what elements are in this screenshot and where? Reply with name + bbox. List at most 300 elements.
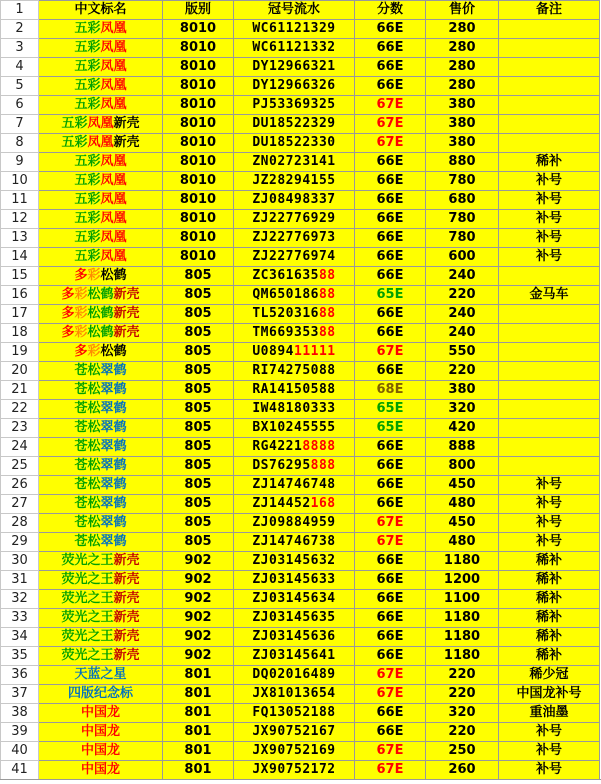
name-segment: 新壳 <box>113 325 140 340</box>
name-cell[interactable] <box>39 400 163 419</box>
name-cell[interactable] <box>39 742 163 761</box>
row-number[interactable]: 20 <box>1 362 39 381</box>
grade-cell[interactable] <box>355 590 426 609</box>
grade-cell[interactable] <box>355 172 426 191</box>
note-cell[interactable] <box>499 343 600 362</box>
grade-cell[interactable] <box>355 267 426 286</box>
edition-cell[interactable]: 8010 <box>163 191 234 210</box>
note-cell[interactable] <box>499 400 600 419</box>
price-cell[interactable]: 1200 <box>426 571 499 590</box>
name-cell[interactable] <box>39 96 163 115</box>
edition-cell[interactable]: 8010 <box>163 77 234 96</box>
grade-cell[interactable] <box>355 153 426 172</box>
price-cell[interactable]: 240 <box>426 305 499 324</box>
name-cell[interactable] <box>39 172 163 191</box>
edition-cell[interactable]: 902 <box>163 590 234 609</box>
serial-cell[interactable] <box>234 400 355 419</box>
name-cell[interactable] <box>39 77 163 96</box>
row-number[interactable]: 17 <box>1 305 39 324</box>
header-name[interactable]: 中文标名 <box>39 1 163 20</box>
row-number[interactable]: 28 <box>1 514 39 533</box>
price-cell[interactable]: 480 <box>426 495 499 514</box>
grade-value: 66E <box>376 572 404 587</box>
row-number[interactable]: 25 <box>1 457 39 476</box>
name-cell[interactable] <box>39 533 163 552</box>
note-cell[interactable]: 补号 <box>499 191 600 210</box>
grade-value: 66E <box>376 439 404 454</box>
grade-cell[interactable] <box>355 115 426 134</box>
name-cell[interactable] <box>39 609 163 628</box>
grade-cell[interactable] <box>355 248 426 267</box>
row-number[interactable]: 16 <box>1 286 39 305</box>
note-cell[interactable] <box>499 381 600 400</box>
row-number[interactable]: 6 <box>1 96 39 115</box>
serial-cell[interactable] <box>234 704 355 723</box>
edition-cell[interactable]: 805 <box>163 286 234 305</box>
row-number[interactable]: 33 <box>1 609 39 628</box>
note-cell[interactable]: 补号 <box>499 495 600 514</box>
price-cell[interactable]: 1180 <box>426 609 499 628</box>
price-cell[interactable]: 280 <box>426 77 499 96</box>
grade-cell[interactable] <box>355 628 426 647</box>
row-number[interactable]: 34 <box>1 628 39 647</box>
price-cell[interactable]: 380 <box>426 134 499 153</box>
serial-cell[interactable] <box>234 39 355 58</box>
edition-cell[interactable]: 805 <box>163 495 234 514</box>
grade-cell[interactable] <box>355 571 426 590</box>
name-cell[interactable] <box>39 229 163 248</box>
edition-cell[interactable]: 801 <box>163 666 234 685</box>
serial-cell[interactable] <box>234 476 355 495</box>
serial-cell[interactable] <box>234 286 355 305</box>
name-cell[interactable] <box>39 419 163 438</box>
row-number[interactable]: 38 <box>1 704 39 723</box>
name-cell[interactable] <box>39 590 163 609</box>
serial-cell[interactable] <box>234 457 355 476</box>
name-cell[interactable] <box>39 704 163 723</box>
edition-cell[interactable]: 805 <box>163 343 234 362</box>
header-price[interactable]: 售价 <box>426 1 499 20</box>
grade-cell[interactable] <box>355 229 426 248</box>
price-cell[interactable]: 1180 <box>426 647 499 666</box>
name-cell[interactable] <box>39 20 163 39</box>
grade-cell[interactable] <box>355 495 426 514</box>
name-cell[interactable] <box>39 134 163 153</box>
serial-cell[interactable] <box>234 115 355 134</box>
note-cell[interactable]: 稀补 <box>499 552 600 571</box>
edition-cell[interactable]: 805 <box>163 305 234 324</box>
price-cell[interactable]: 1100 <box>426 590 499 609</box>
serial-cell[interactable] <box>234 77 355 96</box>
edition-cell[interactable]: 805 <box>163 267 234 286</box>
edition-cell[interactable]: 805 <box>163 457 234 476</box>
row-number[interactable]: 37 <box>1 685 39 704</box>
note-cell[interactable] <box>499 438 600 457</box>
price-cell[interactable]: 280 <box>426 58 499 77</box>
note-cell[interactable]: 金马车 <box>499 286 600 305</box>
edition-cell[interactable]: 8010 <box>163 39 234 58</box>
edition-cell[interactable]: 8010 <box>163 134 234 153</box>
row-number[interactable]: 18 <box>1 324 39 343</box>
price-cell[interactable]: 780 <box>426 172 499 191</box>
edition-cell[interactable]: 805 <box>163 362 234 381</box>
row-number[interactable]: 9 <box>1 153 39 172</box>
grade-cell[interactable] <box>355 362 426 381</box>
serial-cell[interactable] <box>234 571 355 590</box>
serial-cell[interactable] <box>234 723 355 742</box>
header-note[interactable]: 备注 <box>499 1 600 20</box>
price-cell[interactable]: 1180 <box>426 628 499 647</box>
grade-cell[interactable] <box>355 20 426 39</box>
serial-cell[interactable] <box>234 343 355 362</box>
edition-cell[interactable]: 8010 <box>163 20 234 39</box>
grade-value: 65E <box>376 287 404 302</box>
name-cell[interactable] <box>39 552 163 571</box>
name-cell[interactable] <box>39 153 163 172</box>
name-cell[interactable] <box>39 514 163 533</box>
edition-cell[interactable]: 902 <box>163 571 234 590</box>
price-cell[interactable]: 380 <box>426 381 499 400</box>
edition-cell[interactable]: 8010 <box>163 58 234 77</box>
serial-cell[interactable] <box>234 628 355 647</box>
serial-cell[interactable] <box>234 609 355 628</box>
row-number[interactable]: 41 <box>1 761 39 780</box>
note-cell[interactable]: 补号 <box>499 723 600 742</box>
price-cell[interactable]: 420 <box>426 419 499 438</box>
row-number[interactable]: 23 <box>1 419 39 438</box>
serial-cell[interactable] <box>234 761 355 780</box>
price-cell[interactable]: 550 <box>426 343 499 362</box>
row-number[interactable]: 22 <box>1 400 39 419</box>
serial-cell[interactable] <box>234 514 355 533</box>
name-cell[interactable] <box>39 39 163 58</box>
price-cell[interactable]: 280 <box>426 20 499 39</box>
note-cell[interactable]: 稀补 <box>499 571 600 590</box>
row-number[interactable]: 21 <box>1 381 39 400</box>
name-cell[interactable] <box>39 761 163 780</box>
edition-cell[interactable]: 8010 <box>163 229 234 248</box>
price-cell[interactable]: 380 <box>426 115 499 134</box>
serial-cell[interactable] <box>234 419 355 438</box>
note-cell[interactable] <box>499 457 600 476</box>
note-cell[interactable]: 补号 <box>499 761 600 780</box>
note-cell[interactable]: 补号 <box>499 210 600 229</box>
price-cell[interactable]: 880 <box>426 153 499 172</box>
serial-cell[interactable] <box>234 267 355 286</box>
note-cell[interactable] <box>499 20 600 39</box>
row-number[interactable]: 35 <box>1 647 39 666</box>
row-number[interactable]: 14 <box>1 248 39 267</box>
serial-cell[interactable] <box>234 666 355 685</box>
header-serial[interactable]: 冠号流水 <box>234 1 355 20</box>
grade-cell[interactable] <box>355 58 426 77</box>
grade-cell[interactable] <box>355 533 426 552</box>
serial-cell[interactable] <box>234 438 355 457</box>
grade-cell[interactable] <box>355 134 426 153</box>
grade-cell[interactable] <box>355 704 426 723</box>
name-cell[interactable] <box>39 286 163 305</box>
price-cell[interactable]: 320 <box>426 704 499 723</box>
grade-cell[interactable] <box>355 723 426 742</box>
edition-cell[interactable]: 902 <box>163 628 234 647</box>
serial-cell[interactable] <box>234 20 355 39</box>
name-cell[interactable] <box>39 343 163 362</box>
edition-cell[interactable]: 902 <box>163 552 234 571</box>
note-cell[interactable] <box>499 324 600 343</box>
grade-cell[interactable] <box>355 77 426 96</box>
serial-cell[interactable] <box>234 305 355 324</box>
grade-cell[interactable] <box>355 381 426 400</box>
price-cell[interactable]: 240 <box>426 267 499 286</box>
serial-cell[interactable] <box>234 58 355 77</box>
grade-cell[interactable] <box>355 685 426 704</box>
header-edition[interactable]: 版别 <box>163 1 234 20</box>
note-cell[interactable]: 中国龙补号 <box>499 685 600 704</box>
price-cell[interactable]: 320 <box>426 400 499 419</box>
edition-cell[interactable]: 801 <box>163 761 234 780</box>
name-cell[interactable] <box>39 628 163 647</box>
serial-cell[interactable] <box>234 381 355 400</box>
name-cell[interactable] <box>39 476 163 495</box>
name-cell[interactable] <box>39 666 163 685</box>
table-row <box>1 191 600 210</box>
edition-cell[interactable]: 805 <box>163 476 234 495</box>
note-cell[interactable]: 补号 <box>499 533 600 552</box>
name-cell[interactable] <box>39 457 163 476</box>
name-cell[interactable] <box>39 267 163 286</box>
row-number[interactable]: 10 <box>1 172 39 191</box>
grade-cell[interactable] <box>355 438 426 457</box>
price-cell[interactable]: 1180 <box>426 552 499 571</box>
grade-cell[interactable] <box>355 305 426 324</box>
grade-value: 67E <box>376 97 404 112</box>
name-cell[interactable] <box>39 115 163 134</box>
edition-cell[interactable]: 8010 <box>163 153 234 172</box>
serial-cell[interactable] <box>234 533 355 552</box>
row-number[interactable]: 12 <box>1 210 39 229</box>
grade-cell[interactable] <box>355 514 426 533</box>
edition-cell[interactable]: 805 <box>163 533 234 552</box>
row-number[interactable]: 39 <box>1 723 39 742</box>
note-cell[interactable]: 补号 <box>499 172 600 191</box>
name-cell[interactable] <box>39 647 163 666</box>
note-cell[interactable] <box>499 96 600 115</box>
serial-cell[interactable] <box>234 590 355 609</box>
note-cell[interactable] <box>499 77 600 96</box>
row-number[interactable]: 19 <box>1 343 39 362</box>
header-grade[interactable]: 分数 <box>355 1 426 20</box>
row-number[interactable]: 15 <box>1 267 39 286</box>
price-cell[interactable]: 780 <box>426 210 499 229</box>
edition-cell[interactable]: 8010 <box>163 115 234 134</box>
note-cell[interactable]: 稀补 <box>499 590 600 609</box>
grade-cell[interactable] <box>355 324 426 343</box>
note-cell[interactable]: 补号 <box>499 248 600 267</box>
row-number[interactable]: 31 <box>1 571 39 590</box>
serial-cell[interactable] <box>234 552 355 571</box>
row-number[interactable]: 5 <box>1 77 39 96</box>
row-number[interactable]: 2 <box>1 20 39 39</box>
name-cell[interactable] <box>39 381 163 400</box>
price-cell[interactable]: 220 <box>426 685 499 704</box>
row-number[interactable]: 4 <box>1 58 39 77</box>
edition-cell[interactable]: 8010 <box>163 96 234 115</box>
serial-cell[interactable] <box>234 96 355 115</box>
note-cell[interactable]: 稀补 <box>499 153 600 172</box>
serial-cell[interactable] <box>234 495 355 514</box>
row-number[interactable]: 26 <box>1 476 39 495</box>
grade-cell[interactable] <box>355 647 426 666</box>
grade-cell[interactable] <box>355 96 426 115</box>
row-number[interactable]: 36 <box>1 666 39 685</box>
price-cell[interactable]: 888 <box>426 438 499 457</box>
grade-cell[interactable] <box>355 552 426 571</box>
price-cell[interactable]: 780 <box>426 229 499 248</box>
name-segment: 五 <box>74 78 88 93</box>
name-cell[interactable] <box>39 210 163 229</box>
row-number[interactable]: 29 <box>1 533 39 552</box>
note-cell[interactable]: 稀补 <box>499 609 600 628</box>
name-segment: 五 <box>74 154 88 169</box>
row-number[interactable]: 13 <box>1 229 39 248</box>
price-cell[interactable]: 220 <box>426 362 499 381</box>
price-cell[interactable]: 800 <box>426 457 499 476</box>
name-segment: 新壳 <box>113 116 140 131</box>
note-cell[interactable]: 补号 <box>499 742 600 761</box>
edition-cell[interactable]: 8010 <box>163 172 234 191</box>
price-cell[interactable]: 250 <box>426 742 499 761</box>
serial-cell[interactable] <box>234 153 355 172</box>
edition-cell[interactable]: 805 <box>163 400 234 419</box>
name-cell[interactable] <box>39 324 163 343</box>
serial-cell[interactable] <box>234 647 355 666</box>
serial-segment: JX90752169 <box>252 743 336 758</box>
serial-cell[interactable] <box>234 134 355 153</box>
edition-cell[interactable]: 805 <box>163 324 234 343</box>
row-number[interactable]: 24 <box>1 438 39 457</box>
serial-cell[interactable] <box>234 362 355 381</box>
grade-cell[interactable] <box>355 210 426 229</box>
edition-cell[interactable]: 8010 <box>163 248 234 267</box>
grade-value: 66E <box>376 496 404 511</box>
table-row <box>1 742 600 761</box>
note-cell[interactable] <box>499 134 600 153</box>
edition-cell[interactable]: 801 <box>163 704 234 723</box>
grade-cell[interactable] <box>355 761 426 780</box>
grade-cell[interactable] <box>355 39 426 58</box>
price-cell[interactable]: 450 <box>426 514 499 533</box>
price-cell[interactable]: 220 <box>426 286 499 305</box>
edition-cell[interactable]: 801 <box>163 742 234 761</box>
row-number[interactable]: 11 <box>1 191 39 210</box>
price-cell[interactable]: 680 <box>426 191 499 210</box>
grade-cell[interactable] <box>355 343 426 362</box>
row-number[interactable]: 3 <box>1 39 39 58</box>
price-cell[interactable]: 600 <box>426 248 499 267</box>
grade-cell[interactable] <box>355 666 426 685</box>
row-number[interactable]: 30 <box>1 552 39 571</box>
row-number[interactable]: 7 <box>1 115 39 134</box>
serial-cell[interactable] <box>234 172 355 191</box>
note-cell[interactable] <box>499 115 600 134</box>
grade-cell[interactable] <box>355 457 426 476</box>
price-cell[interactable]: 240 <box>426 324 499 343</box>
note-cell[interactable] <box>499 305 600 324</box>
grade-cell[interactable] <box>355 191 426 210</box>
grade-cell[interactable] <box>355 742 426 761</box>
note-cell[interactable] <box>499 39 600 58</box>
edition-cell[interactable]: 801 <box>163 723 234 742</box>
edition-cell[interactable]: 805 <box>163 381 234 400</box>
grade-cell[interactable] <box>355 400 426 419</box>
price-cell[interactable]: 220 <box>426 723 499 742</box>
note-cell[interactable] <box>499 362 600 381</box>
note-cell[interactable]: 重油墨 <box>499 704 600 723</box>
name-cell[interactable] <box>39 248 163 267</box>
edition-cell[interactable]: 8010 <box>163 210 234 229</box>
grade-cell[interactable] <box>355 286 426 305</box>
serial-cell[interactable] <box>234 210 355 229</box>
row-number[interactable]: 32 <box>1 590 39 609</box>
note-cell[interactable]: 补号 <box>499 229 600 248</box>
price-cell[interactable]: 280 <box>426 39 499 58</box>
name-cell[interactable] <box>39 362 163 381</box>
grade-cell[interactable] <box>355 609 426 628</box>
name-cell[interactable] <box>39 495 163 514</box>
price-cell[interactable]: 260 <box>426 761 499 780</box>
edition-cell[interactable]: 805 <box>163 419 234 438</box>
note-cell[interactable]: 稀补 <box>499 628 600 647</box>
row-number[interactable]: 8 <box>1 134 39 153</box>
serial-cell[interactable] <box>234 229 355 248</box>
name-cell[interactable] <box>39 305 163 324</box>
edition-cell[interactable]: 902 <box>163 647 234 666</box>
partial-next-row <box>0 779 601 784</box>
note-cell[interactable]: 补号 <box>499 514 600 533</box>
serial-cell[interactable] <box>234 324 355 343</box>
serial-cell[interactable] <box>234 742 355 761</box>
note-cell[interactable]: 稀补 <box>499 647 600 666</box>
price-cell[interactable]: 380 <box>426 96 499 115</box>
note-cell[interactable] <box>499 419 600 438</box>
price-cell[interactable]: 220 <box>426 666 499 685</box>
name-cell[interactable] <box>39 438 163 457</box>
row-number[interactable]: 27 <box>1 495 39 514</box>
name-cell[interactable] <box>39 191 163 210</box>
price-cell[interactable]: 450 <box>426 476 499 495</box>
name-cell[interactable] <box>39 723 163 742</box>
grade-cell[interactable] <box>355 476 426 495</box>
price-cell[interactable]: 480 <box>426 533 499 552</box>
serial-cell[interactable] <box>234 191 355 210</box>
note-cell[interactable] <box>499 58 600 77</box>
name-cell[interactable] <box>39 685 163 704</box>
edition-cell[interactable]: 805 <box>163 438 234 457</box>
name-cell[interactable] <box>39 58 163 77</box>
edition-cell[interactable]: 801 <box>163 685 234 704</box>
serial-cell[interactable] <box>234 248 355 267</box>
name-cell[interactable] <box>39 571 163 590</box>
row-header[interactable]: 1 <box>1 1 39 20</box>
note-cell[interactable] <box>499 267 600 286</box>
edition-cell[interactable]: 902 <box>163 609 234 628</box>
note-cell[interactable]: 稀少冠 <box>499 666 600 685</box>
note-cell[interactable]: 补号 <box>499 476 600 495</box>
edition-cell[interactable]: 805 <box>163 514 234 533</box>
grade-cell[interactable] <box>355 419 426 438</box>
serial-cell[interactable] <box>234 685 355 704</box>
row-number[interactable]: 40 <box>1 742 39 761</box>
